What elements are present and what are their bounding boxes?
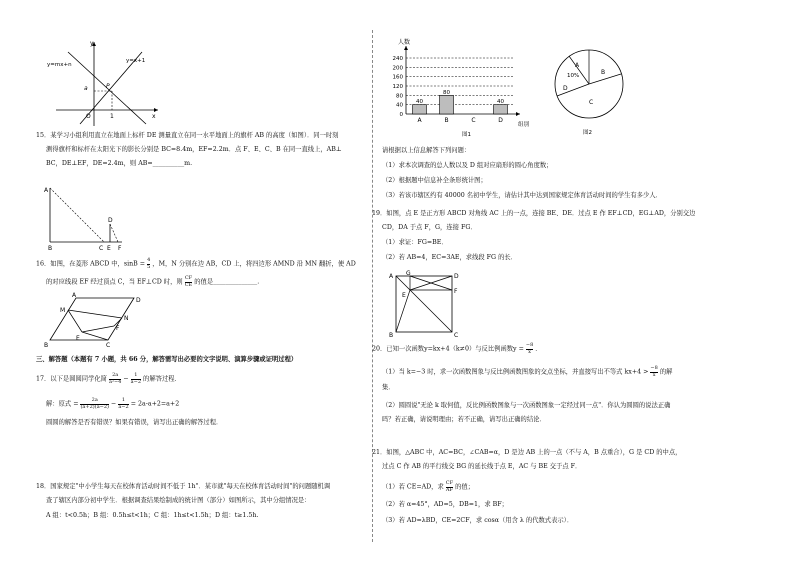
q17-sf2-den: a−2 xyxy=(118,403,129,410)
q18-part3: （3）若该市辖区约有 40000 名初中学生，请估计其中达到国家规定体育活动时间的学生有多少人． xyxy=(382,192,662,199)
q16-frac2-den: CE xyxy=(184,281,193,288)
bar-category-label: C xyxy=(471,117,476,124)
q16-line2 xyxy=(46,276,259,288)
q21-p1-text: （1）若 CE=AD，求 xyxy=(382,483,444,491)
bar-y-arrow xyxy=(404,46,408,50)
bar-caption: 图1 xyxy=(462,132,471,138)
section3-heading: 三、解答题（本题有 7 小题，共 66 分，解答需写出必要的文字说明、演算步骤或证明过程） xyxy=(36,356,298,363)
q15-line2: 测得旗杆和标杆在太阳光下的影长分别是 BC=8.4m，EF=2.2m．点 F、E、C、B 在同一直线上，AB⊥ xyxy=(46,146,342,153)
q17-sf2-num: 1 xyxy=(118,398,128,405)
q17-line1 xyxy=(36,373,181,385)
q20-text-a: 20．已知一次函数y=kx+4（k≠0）与反比例函数y = xyxy=(372,345,524,353)
q19-line2: CD，DA 于点 F，G，连接 FG． xyxy=(382,224,477,231)
column-divider xyxy=(372,30,373,542)
fig19-a: A xyxy=(389,273,394,280)
bar-ytick-label: 240 xyxy=(392,56,403,62)
q17-solution xyxy=(46,398,179,410)
bar-A xyxy=(413,105,427,114)
q19-part2: （2）若 AB=4，EC=3AE，求线段 FG 的长． xyxy=(382,254,517,261)
fig16-m: M xyxy=(60,307,66,314)
q20-line1 xyxy=(372,343,542,355)
p-label: P xyxy=(106,83,110,90)
q17-f2-den: a−2 xyxy=(130,378,142,385)
bar-ytick-label: 40 xyxy=(396,102,403,109)
one-label: 1 xyxy=(110,113,114,120)
q21-line1: 21．如图，△ABC 中，AC=BC，∠CAB=α，D 是边 AB 上的一点（不与 A，B 点重合），G 是 CD 的中点， xyxy=(372,449,682,456)
fig16-n: N xyxy=(124,315,129,322)
bar-ytick-label: 120 xyxy=(392,84,403,90)
q20-p1-text-b: 的解 xyxy=(659,368,673,376)
bar-ytick-label: 200 xyxy=(392,65,403,72)
bar-value-label: 40 xyxy=(416,99,423,106)
bar-chart-fig1 xyxy=(382,36,542,140)
fig16-e: E xyxy=(76,335,80,342)
q21-line2: 过点 C 作 AB 的平行线交 BG 的延长线于点 E，AC 与 BE 交于点 F． xyxy=(382,463,582,470)
fig19-b: B xyxy=(389,332,394,338)
a-label: a xyxy=(84,85,88,92)
bar-category-label: A xyxy=(417,117,422,124)
q21-p1-num: CF xyxy=(445,480,454,486)
bar-D xyxy=(494,105,508,114)
q17-minus: − xyxy=(123,375,129,383)
bar-ytick-label: 160 xyxy=(392,74,403,81)
fig16-b: B xyxy=(44,342,49,348)
q19-line1: 19．如图，点 E 是正方形 ABCD 对角线 AC 上的一点，连接 BE、DE．过点 E 作 EF⊥CD，EG⊥AD，分别交边 xyxy=(372,210,696,217)
q15-line1: 15．某学习小组利用直立在地面上标杆 DE 测量直立在同一水平地面上的旗杆 AB 的高度（如图）．同一时刻 xyxy=(36,132,339,139)
q17-sf1-num: 2a xyxy=(80,398,109,405)
bar-xlabel: 组别 xyxy=(518,122,530,128)
q16-rhombus-figure xyxy=(38,292,148,348)
q17-f2-num: 1 xyxy=(131,373,141,380)
q20-part2: （2）圆圆说"无论 k 取何值，反比例函数图象与一次函数图象一定经过同一点"．你认为圆圆的说法正确 xyxy=(382,402,671,409)
fig16-d: D xyxy=(136,297,141,304)
fig15-c: C xyxy=(99,245,104,252)
bar-category-label: B xyxy=(444,117,449,124)
q16-text-a: 16．如图，在菱形 ABCD 中，sinB = xyxy=(36,260,146,268)
q20-part1-cont: 集． xyxy=(382,384,395,391)
q16-frac-num: 4 xyxy=(147,257,151,263)
fig15-e: E xyxy=(107,245,111,252)
q18-line1: 18．国家规定"中小学生每天在校体育活动时间不低于 1h"．某市就"每天在校体育活动时间"的问题随机调 xyxy=(36,483,331,490)
pie-caption: 图2 xyxy=(583,130,592,136)
q20-p1-text: （1）当 k=−3 时，求一次函数图象与反比例函数图象的交点坐标，并直接写出不等式 kx+4 > xyxy=(382,368,649,376)
fig19-c: C xyxy=(454,332,459,338)
q16-line1 xyxy=(36,258,356,270)
line1-label: y=mx+n xyxy=(47,62,72,68)
q17-sf1-den: (a+2)(a−2) xyxy=(80,403,109,410)
bar-ytick-label: 0 xyxy=(399,112,403,118)
bar-value-label: 40 xyxy=(497,99,504,106)
q17-text-a: 17．以下是圆圆同学化简 xyxy=(36,375,107,383)
fig19-e: E xyxy=(402,292,406,299)
q17-sol-a: 解：原式 = xyxy=(46,400,79,408)
x-axis-label: x xyxy=(152,113,156,120)
q17-sol-b: = 2a-a+2=a+2 xyxy=(130,400,180,408)
fig16-a: A xyxy=(72,292,77,299)
q17-f1-den: a²−4 xyxy=(109,378,122,385)
y-axis-label: y xyxy=(90,40,94,47)
q17-f1-num: 2a xyxy=(109,373,121,380)
origin-label: O xyxy=(86,113,91,120)
pie-label-a: A xyxy=(575,62,580,69)
fig15-d: D xyxy=(108,217,113,224)
q20-text-b: ． xyxy=(535,345,542,353)
pie-label-c: C xyxy=(589,99,594,106)
q18-part1: （1）求本次调查的总人数以及 D 组对应扇形的圆心角度数； xyxy=(382,162,553,169)
q18-part2: （2）根据题中信息补全条形统计图； xyxy=(382,177,487,184)
q20-p1-num: −8 xyxy=(650,365,658,371)
q18-intro: 请根据以上信息解答下列问题： xyxy=(382,147,471,154)
q19-part1: （1）求证：FG=BE． xyxy=(382,239,448,246)
q19-square-figure xyxy=(386,268,462,338)
q21-part2: （2）若 α=45°，AD=5，DB=1，求 BF； xyxy=(382,501,508,508)
q21-p1-den: AF xyxy=(445,486,453,493)
q20-part1 xyxy=(382,366,672,378)
fig19-f: F xyxy=(454,288,458,295)
bar-B xyxy=(440,95,454,114)
q16-text-d: 的值是______________. xyxy=(194,278,260,286)
pie-label-pct: 10% xyxy=(567,73,580,79)
q16-text-b: ，M，N 分别在边 AB，CD 上，将四边形 AMND 沿 MN 翻折，使 AD xyxy=(152,260,356,268)
bar-ylabel: 人数 xyxy=(398,39,411,46)
fig16-f: F xyxy=(116,325,120,332)
q17-sol-minus: − xyxy=(111,400,117,408)
bar-x-arrow xyxy=(516,112,520,116)
q15-flagpole-figure xyxy=(42,182,132,252)
fig19-d: D xyxy=(454,273,459,280)
fig15-f: F xyxy=(118,245,122,252)
q16-text-c: 的对应线段 EF 经过顶点 C，当 EF⊥CD 时，则 xyxy=(46,278,183,286)
fig19-g: G xyxy=(406,270,411,277)
bar-ytick-label: 80 xyxy=(396,93,403,100)
bar-category-label: D xyxy=(498,117,503,124)
fig15-a: A xyxy=(44,187,49,194)
q21-p1-text-b: 的值； xyxy=(455,483,474,491)
linear-functions-graph xyxy=(46,38,166,128)
q18-line3: A 组：t<0.5h；B 组：0.5h≤t<1h；C 组：1h≤t<1.5h；D 组：t≥1.5h. xyxy=(46,512,259,519)
line2-label: y=x+1 xyxy=(126,58,146,64)
q20-part2-cont: 吗？若正确，请说明理由；若不正确，请写出正确的结论． xyxy=(382,416,546,423)
fig15-b: B xyxy=(48,245,53,252)
q17-text-b: 的解答过程． xyxy=(143,375,181,383)
q21-part1 xyxy=(382,481,474,493)
q20-p1-den: x xyxy=(652,371,656,378)
pie-label-d: D xyxy=(563,85,568,92)
q18-line2: 查了辖区内部分初中学生．根据调查结果绘制成的统计图（部分）如图所示，其中分组情况是： xyxy=(46,497,311,504)
q16-frac2-num: CF xyxy=(184,275,193,281)
q20-frac-den: x xyxy=(528,348,531,355)
pie-chart-fig2 xyxy=(545,40,635,140)
q15-line3: BC，DE⊥EF，DE=2.4m，则 AB=__________m. xyxy=(46,160,193,167)
pie-label-b: B xyxy=(601,69,606,76)
q20-frac-num: −8 xyxy=(525,342,534,348)
fig16-c: C xyxy=(106,342,111,348)
q16-frac-den: 5 xyxy=(147,263,151,270)
q21-part3: （3）若 AD=λBD，CE=2CF，求 cosα（用含 λ 的代数式表示）． xyxy=(382,517,574,524)
q17-question: 圆圆的解答是否有错误？如果有错误，请写出正确的解答过程． xyxy=(46,419,223,426)
bar-value-label: 80 xyxy=(443,89,450,96)
